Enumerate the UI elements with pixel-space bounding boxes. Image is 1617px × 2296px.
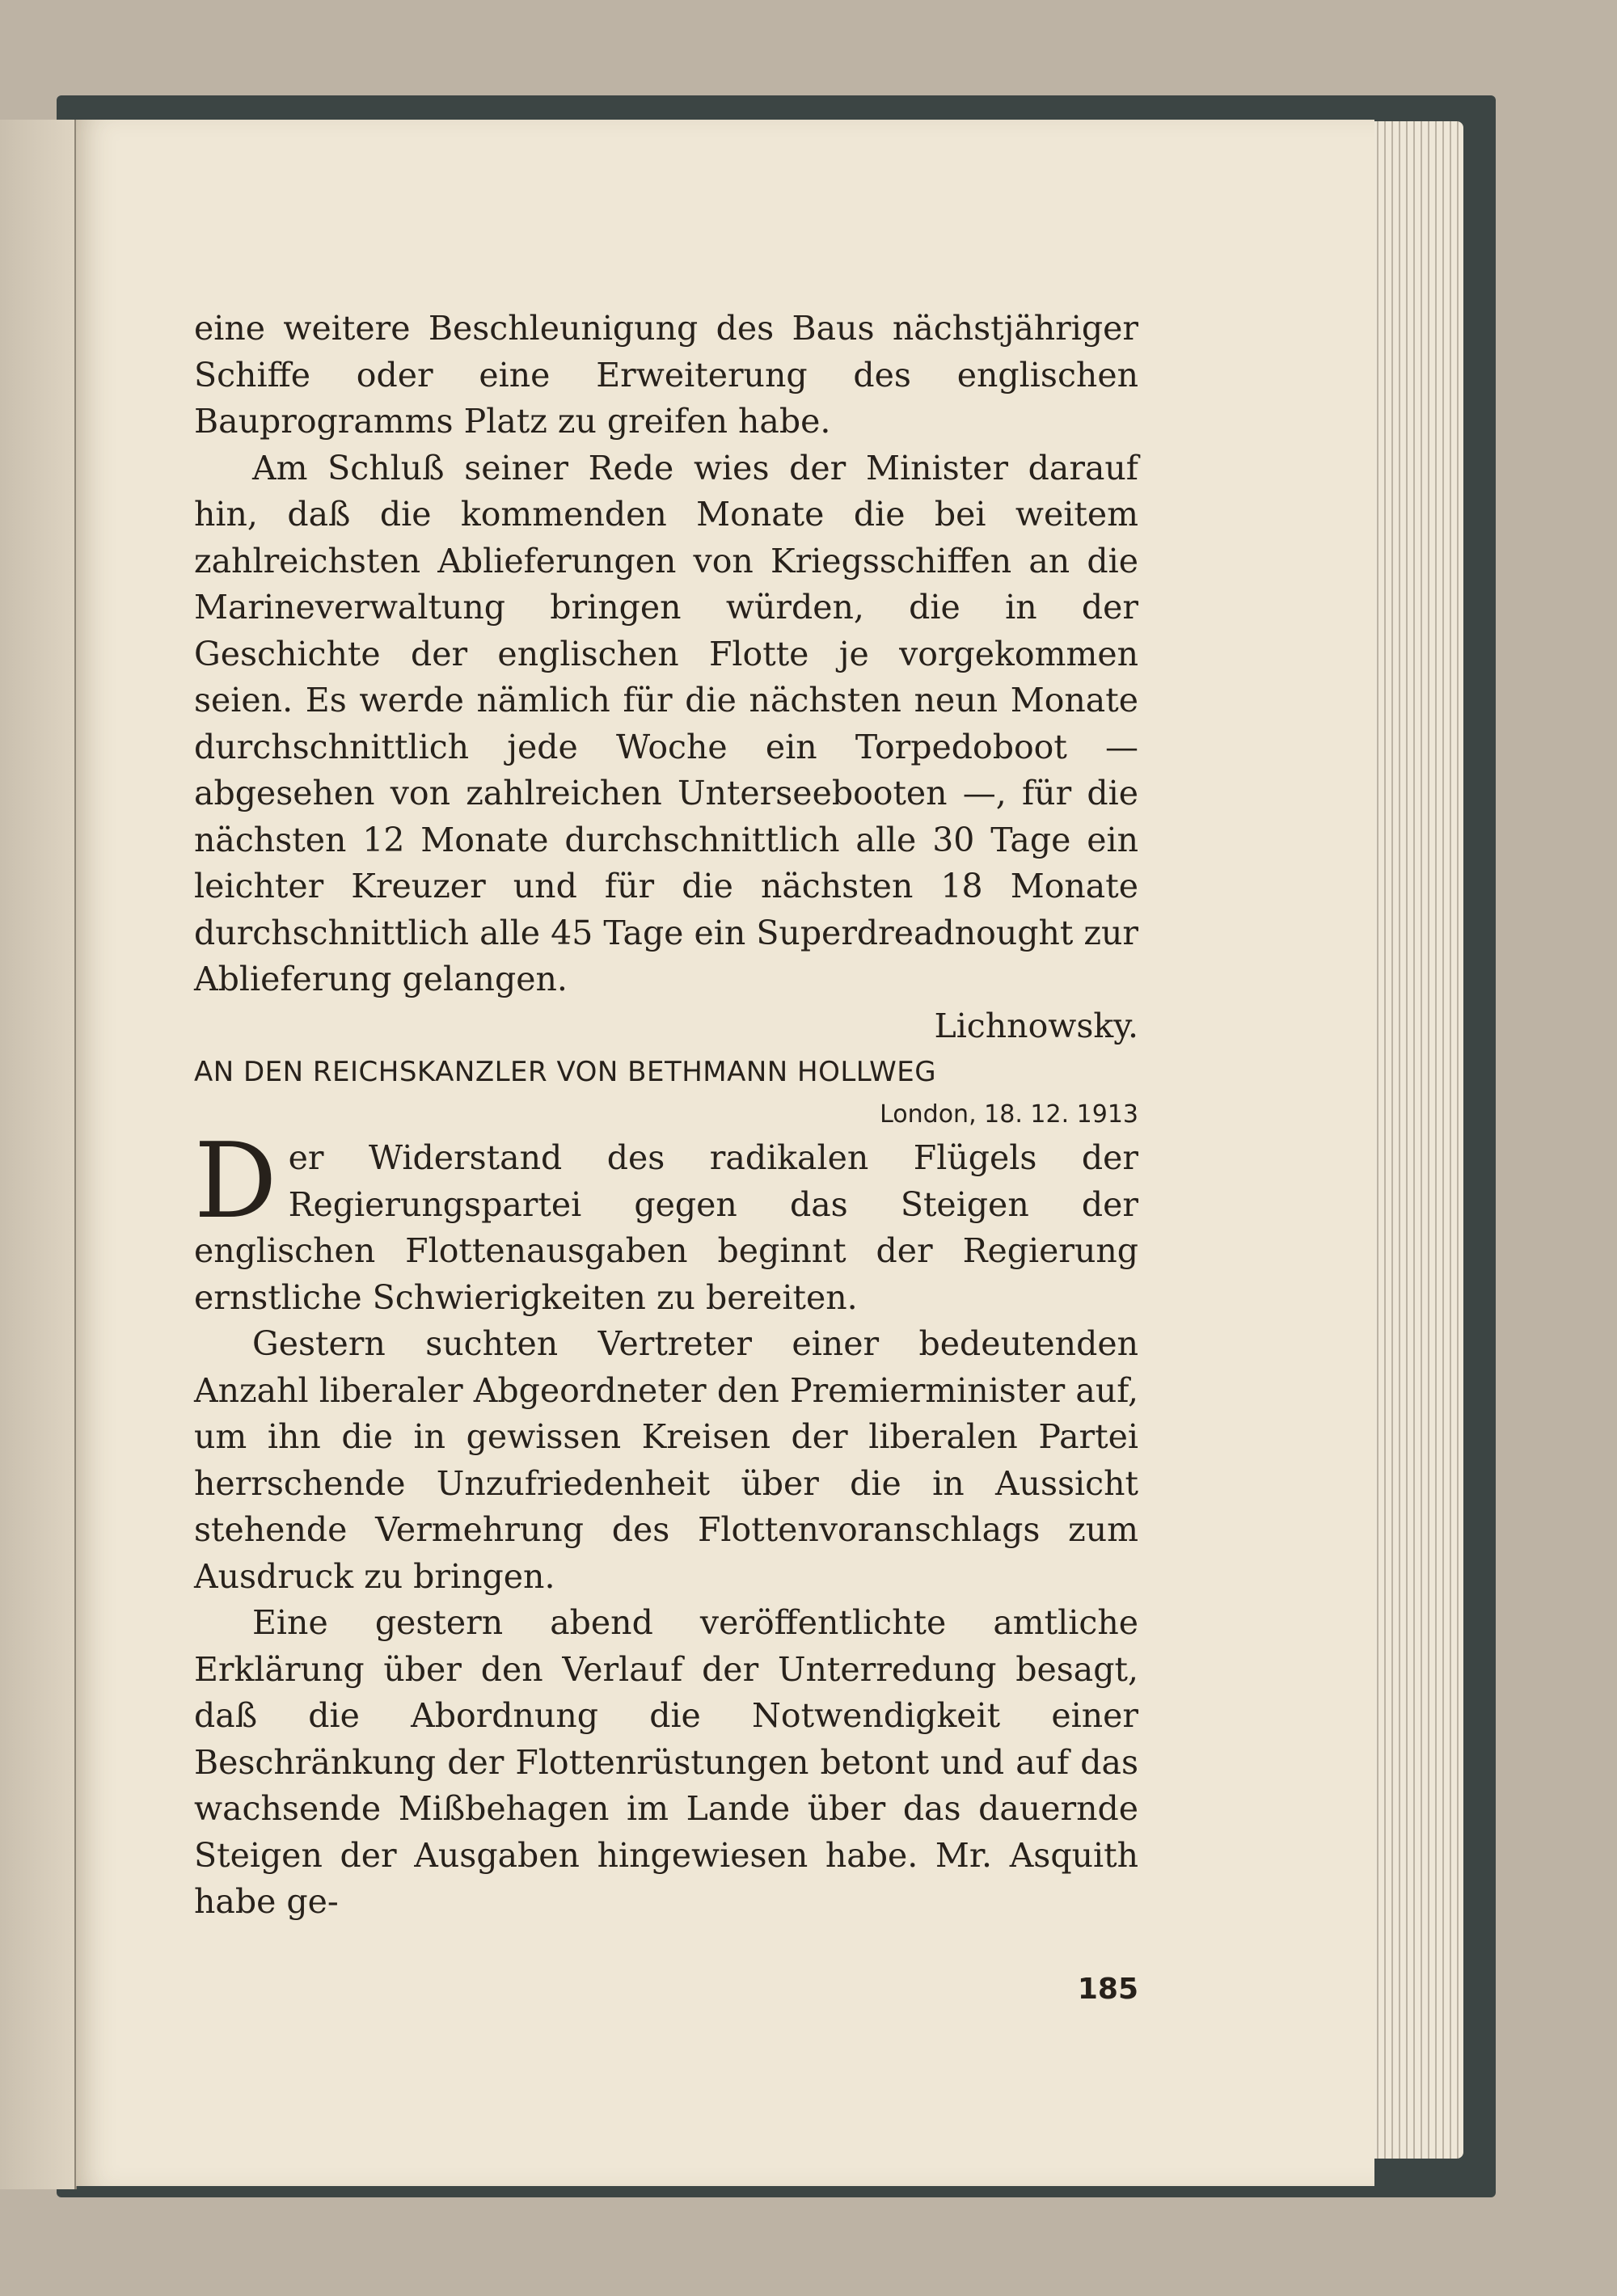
- paragraph-minister-speech: [194, 445, 1138, 1050]
- letter-heading: AN DEN REICHSKANZLER VON BETHMANN HOLLWEG: [194, 1056, 937, 1088]
- paragraph-statement: Eine gestern abend veröffentlichte amtliche Erklärung über den Verlauf der Unterredung besagt, daß die Abordnung die Notwendigkeit einer Beschränkung der Flottenrüstungen betont und auf das wachsende Mißbehagen im Lande über das dauernde Steigen der Ausgaben hingewiesen habe. Mr. Asquith habe ge-: [194, 1603, 1138, 1921]
- drop-cap: D: [194, 1121, 277, 1242]
- paragraph-continued: eine weitere Beschleunigung des Baus nächstjähriger Schiffe oder eine Erweiterung des englischen Bauprogramms Platz zu greifen habe.: [194, 309, 1138, 441]
- paragraph-minister-speech-text: Am Schluß seiner Rede wies der Minister darauf hin, daß die kommenden Monate die bei weitem zahlreichsten Ablieferungen von Kriegsschiffen an die Marineverwaltung bringen würden, die in der Geschichte der englischen Flotte je vorgekommen seien. Es werde nämlich für die nächsten neun Monate durchschnittlich jede Woche ein Torpedoboot — abgesehen von zahlreichen Unterseebooten —, für die nächsten 12 Monate durchschnittlich alle 30 Tage ein leichter Kreuzer und für die nächsten 18 Monate durchschnittlich alle 45 Tage ein Superdreadnought zur Ablieferung gelangen.: [194, 448, 1138, 998]
- signature: Lichnowsky.: [934, 1006, 1138, 1045]
- paragraph-opening-text: er Widerstand des radikalen Flügels der Regierungspartei gegen das Steigen der englischen Flottenausgaben beginnt der Regierung ernstliche Schwierigkeiten zu bereiten.: [194, 1138, 1138, 1317]
- page-text: [194, 306, 1138, 1926]
- previous-page-edge: [0, 120, 77, 2189]
- paragraph-delegation: Gestern suchten Vertreter einer bedeutenden Anzahl liberaler Abgeordneter den Premierminister auf, um ihn die in gewissen Kreisen der liberalen Partei herrschende Unzufriedenheit über die in Aussicht stehende Vermehrung des Flottenvoranschlags zum Ausdruck zu bringen.: [194, 1324, 1138, 1596]
- paragraph-opening: [194, 1121, 1138, 1321]
- page-number: 185: [1077, 1973, 1138, 2006]
- dateline: London, 18. 12. 1913: [880, 1100, 1138, 1129]
